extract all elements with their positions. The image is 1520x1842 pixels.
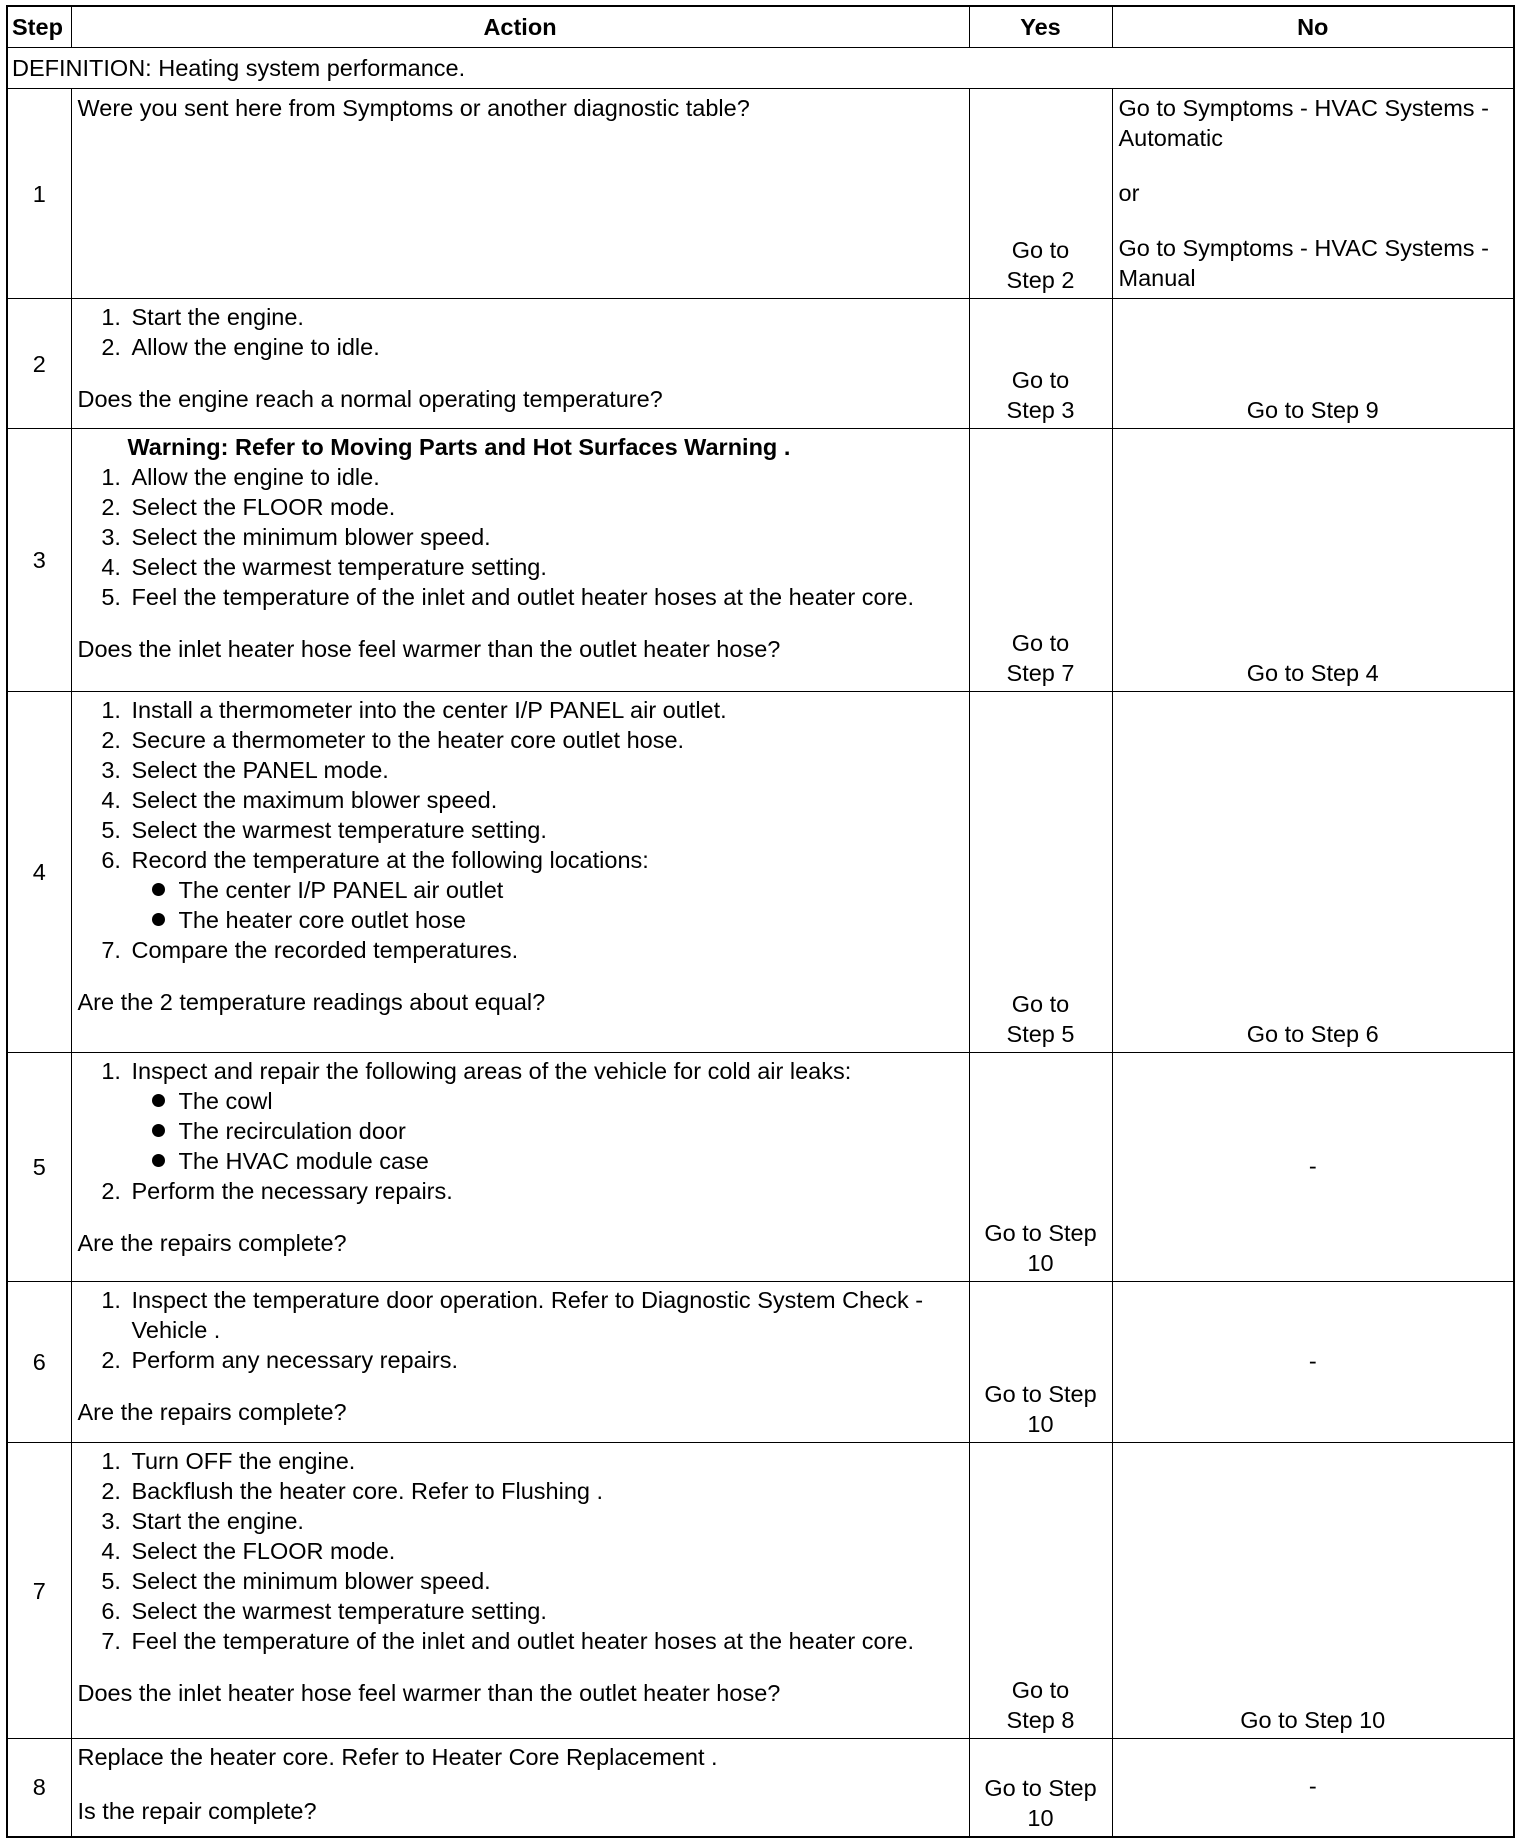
action-cell bbox=[71, 299, 969, 429]
action-list bbox=[78, 1056, 963, 1206]
no-cell: Go to Step 9 bbox=[1112, 299, 1514, 429]
action-cell bbox=[71, 1739, 969, 1837]
action-text: Replace the heater core. Refer to Heater Core Replacement . bbox=[77, 1744, 718, 1770]
no-cell: - bbox=[1112, 1282, 1514, 1443]
list-item: 4. Select the FLOOR mode. bbox=[128, 1536, 963, 1566]
no-cell bbox=[1112, 89, 1514, 299]
yes-cell: Go to Step 10 bbox=[969, 1739, 1112, 1837]
table-row bbox=[7, 299, 1514, 429]
no-cell: Go to Step 10 bbox=[1112, 1443, 1514, 1739]
list-item: 2. Allow the engine to idle. bbox=[128, 332, 963, 362]
list-item: 1. Allow the engine to idle. bbox=[128, 462, 963, 492]
list-item: 7. Compare the recorded temperatures. bbox=[128, 935, 963, 965]
table-row bbox=[7, 1739, 1514, 1837]
no-line: Go to Symptoms - HVAC Systems - Automatic bbox=[1118, 95, 1489, 151]
list-item: 2. Secure a thermometer to the heater core outlet hose. bbox=[128, 725, 963, 755]
list-item: 2. Perform the necessary repairs. bbox=[128, 1176, 963, 1206]
no-cell: - bbox=[1112, 1739, 1514, 1837]
list-item: 3. Select the minimum blower speed. bbox=[128, 522, 963, 552]
bullet-list bbox=[132, 875, 963, 935]
diagnostic-table-container bbox=[6, 5, 1513, 1838]
action-cell bbox=[71, 1443, 969, 1739]
step-number: 2 bbox=[7, 299, 71, 429]
bullet-item: The HVAC module case bbox=[182, 1146, 963, 1176]
action-question: Are the repairs complete? bbox=[77, 1399, 347, 1425]
action-cell bbox=[71, 1053, 969, 1282]
bullet-dot-icon bbox=[152, 913, 165, 926]
action-question: Is the repair complete? bbox=[77, 1798, 317, 1824]
definition-row bbox=[7, 48, 1514, 89]
bullet-dot-icon bbox=[152, 1124, 165, 1137]
no-cell: Go to Step 6 bbox=[1112, 692, 1514, 1053]
list-item: 1. Start the engine. bbox=[128, 302, 963, 332]
bullet-dot-icon bbox=[152, 883, 165, 896]
list-item: 3. Start the engine. bbox=[128, 1506, 963, 1536]
header-step: Step bbox=[7, 6, 71, 48]
header-no: No bbox=[1112, 6, 1514, 48]
step-number: 4 bbox=[7, 692, 71, 1053]
list-item: 1. Turn OFF the engine. bbox=[128, 1446, 963, 1476]
list-item: 5. Select the minimum blower speed. bbox=[128, 1566, 963, 1596]
list-item: 4. Select the maximum blower speed. bbox=[128, 785, 963, 815]
table-row bbox=[7, 429, 1514, 692]
list-item: 5. Select the warmest temperature setting. bbox=[128, 815, 963, 845]
action-list bbox=[78, 462, 963, 612]
action-list bbox=[78, 695, 963, 965]
table-row bbox=[7, 692, 1514, 1053]
action-cell bbox=[71, 1282, 969, 1443]
list-item: 2. Select the FLOOR mode. bbox=[128, 492, 963, 522]
bullet-dot-icon bbox=[152, 1094, 165, 1107]
action-question: Does the engine reach a normal operating temperature? bbox=[77, 386, 663, 412]
list-item-text: Inspect and repair the following areas of the vehicle for cold air leaks: bbox=[131, 1058, 852, 1084]
header-row bbox=[7, 6, 1514, 48]
bullet-item: The center I/P PANEL air outlet bbox=[182, 875, 963, 905]
list-item: 2. Perform any necessary repairs. bbox=[128, 1345, 963, 1375]
yes-cell: Go to Step 8 bbox=[969, 1443, 1112, 1739]
action-question: Does the inlet heater hose feel warmer than the outlet heater hose? bbox=[77, 636, 781, 662]
action-cell bbox=[71, 89, 969, 299]
yes-cell: Go to Step 2 bbox=[969, 89, 1112, 299]
bullet-item: The cowl bbox=[182, 1086, 963, 1116]
bullet-item: The heater core outlet hose bbox=[182, 905, 963, 935]
no-cell: Go to Step 4 bbox=[1112, 429, 1514, 692]
step-number: 8 bbox=[7, 1739, 71, 1837]
definition-text: DEFINITION: Heating system performance. bbox=[7, 48, 1514, 89]
action-list bbox=[78, 1446, 963, 1656]
bullet-list bbox=[132, 1086, 963, 1176]
step-number: 1 bbox=[7, 89, 71, 299]
list-item bbox=[128, 845, 963, 935]
step-number: 6 bbox=[7, 1282, 71, 1443]
action-cell bbox=[71, 692, 969, 1053]
list-item: 1. Inspect the temperature door operation. Refer to Diagnostic System Check - Vehicle . bbox=[128, 1285, 963, 1345]
list-item: 1. Install a thermometer into the center I/P PANEL air outlet. bbox=[128, 695, 963, 725]
action-question: Are the 2 temperature readings about equal? bbox=[77, 989, 546, 1015]
bullet-item: The recirculation door bbox=[182, 1116, 963, 1146]
list-item: 5. Feel the temperature of the inlet and outlet heater hoses at the heater core. bbox=[128, 582, 963, 612]
list-item-text: Record the temperature at the following locations: bbox=[131, 847, 649, 873]
header-yes: Yes bbox=[969, 6, 1112, 48]
action-question: Does the inlet heater hose feel warmer than the outlet heater hose? bbox=[77, 1680, 781, 1706]
yes-cell: Go to Step 10 bbox=[969, 1282, 1112, 1443]
list-item: 4. Select the warmest temperature setting. bbox=[128, 552, 963, 582]
action-cell bbox=[71, 429, 969, 692]
yes-cell: Go to Step 3 bbox=[969, 299, 1112, 429]
list-item: 7. Feel the temperature of the inlet and outlet heater hoses at the heater core. bbox=[128, 1626, 963, 1656]
action-question: Were you sent here from Symptoms or another diagnostic table? bbox=[77, 95, 750, 121]
table-row bbox=[7, 89, 1514, 299]
header-action: Action bbox=[71, 6, 969, 48]
step-number: 3 bbox=[7, 429, 71, 692]
no-cell: - bbox=[1112, 1053, 1514, 1282]
table-row bbox=[7, 1443, 1514, 1739]
no-line: or bbox=[1118, 180, 1140, 206]
list-item bbox=[128, 1056, 963, 1176]
diagnostic-table bbox=[6, 5, 1515, 1838]
step-number: 5 bbox=[7, 1053, 71, 1282]
yes-cell: Go to Step 5 bbox=[969, 692, 1112, 1053]
list-item: 3. Select the PANEL mode. bbox=[128, 755, 963, 785]
no-line: Go to Symptoms - HVAC Systems - Manual bbox=[1118, 235, 1489, 291]
table-row bbox=[7, 1053, 1514, 1282]
list-item: 6. Select the warmest temperature setting. bbox=[128, 1596, 963, 1626]
table-row bbox=[7, 1282, 1514, 1443]
yes-cell: Go to Step 7 bbox=[969, 429, 1112, 692]
yes-cell: Go to Step 10 bbox=[969, 1053, 1112, 1282]
action-list bbox=[78, 302, 963, 362]
step-number: 7 bbox=[7, 1443, 71, 1739]
action-question: Are the repairs complete? bbox=[77, 1230, 347, 1256]
action-list bbox=[78, 1285, 963, 1375]
list-item: 2. Backflush the heater core. Refer to Flushing . bbox=[128, 1476, 963, 1506]
warning-text: Warning: Refer to Moving Parts and Hot Surfaces Warning . bbox=[127, 434, 791, 460]
bullet-dot-icon bbox=[152, 1154, 165, 1167]
